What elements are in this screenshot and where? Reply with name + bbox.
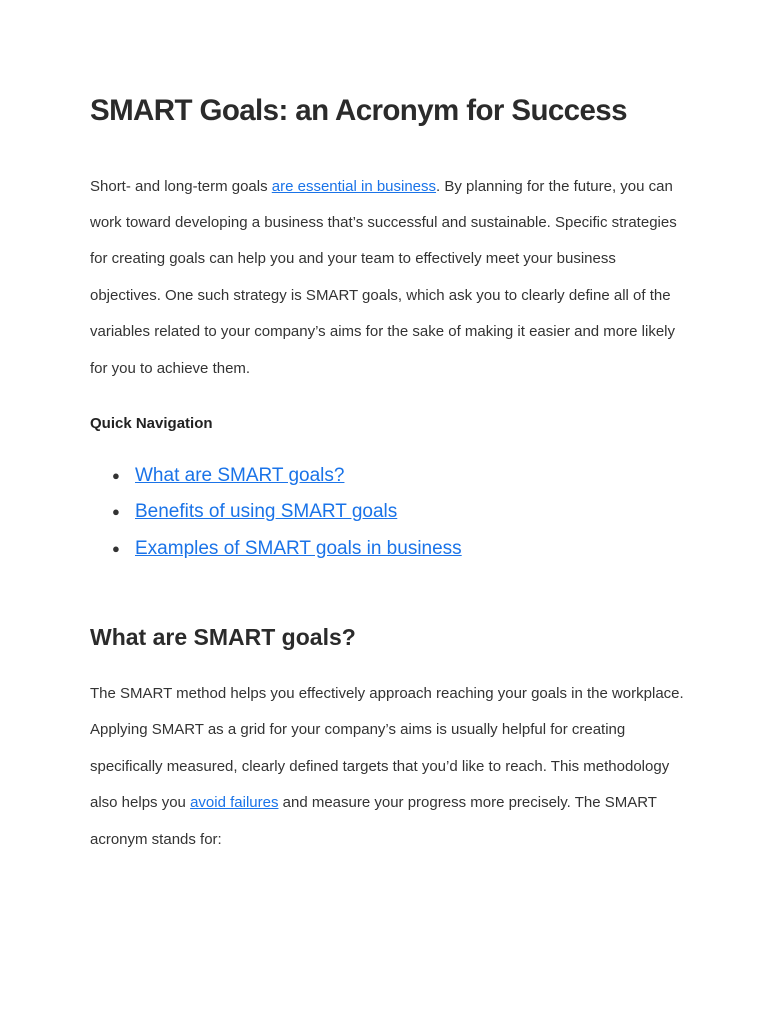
quick-nav-link-benefits[interactable]: Benefits of using SMART goals [135, 501, 398, 523]
quick-navigation-label: Quick Navigation [90, 415, 213, 432]
quick-nav-link-examples[interactable]: Examples of SMART goals in business [135, 537, 462, 559]
bullet-icon: ● [112, 540, 120, 556]
essential-in-business-link[interactable]: are essential in business [271, 177, 437, 195]
intro-text-start: Short- and long-term goals [90, 177, 272, 195]
smart-text-start: The SMART method helps you effectively approach reaching your goals in the workplace. Applying SMART as a grid for your company’s aims is usually helpful for creating specifically measured, clearly defined targets that you’d like to reach. This methodology also helps you [90, 685, 684, 812]
section-heading-what-are-smart-goals: What are SMART goals? [90, 624, 356, 650]
quick-navigation-list [90, 458, 462, 567]
smart-text-end: and measure your progress more precisely. The SMART acronym stands for: [90, 794, 657, 848]
quick-nav-item-benefits [90, 494, 462, 530]
bullet-icon: ● [112, 504, 120, 520]
quick-nav-item-what-are-smart-goals [90, 458, 462, 494]
smart-method-paragraph [90, 676, 690, 858]
intro-text-end: . By planning for the future, you can work toward developing a business that’s successful and sustainable. Specific strategies for creating goals can help you and your team to effectively meet your business objectives. One such strategy is SMART goals, which ask you to clearly define all of the variables related to your company’s aims for the sake of making it easier and more likely for you to achieve them. [90, 177, 677, 377]
page-title: SMART Goals: an Acronym for Success [90, 94, 627, 127]
avoid-failures-link[interactable]: avoid failures [190, 794, 279, 812]
intro-paragraph [90, 169, 690, 387]
bullet-icon: ● [112, 468, 120, 483]
quick-nav-item-examples [90, 531, 462, 567]
quick-nav-link-what-are-smart-goals[interactable]: What are SMART goals? [135, 465, 345, 486]
